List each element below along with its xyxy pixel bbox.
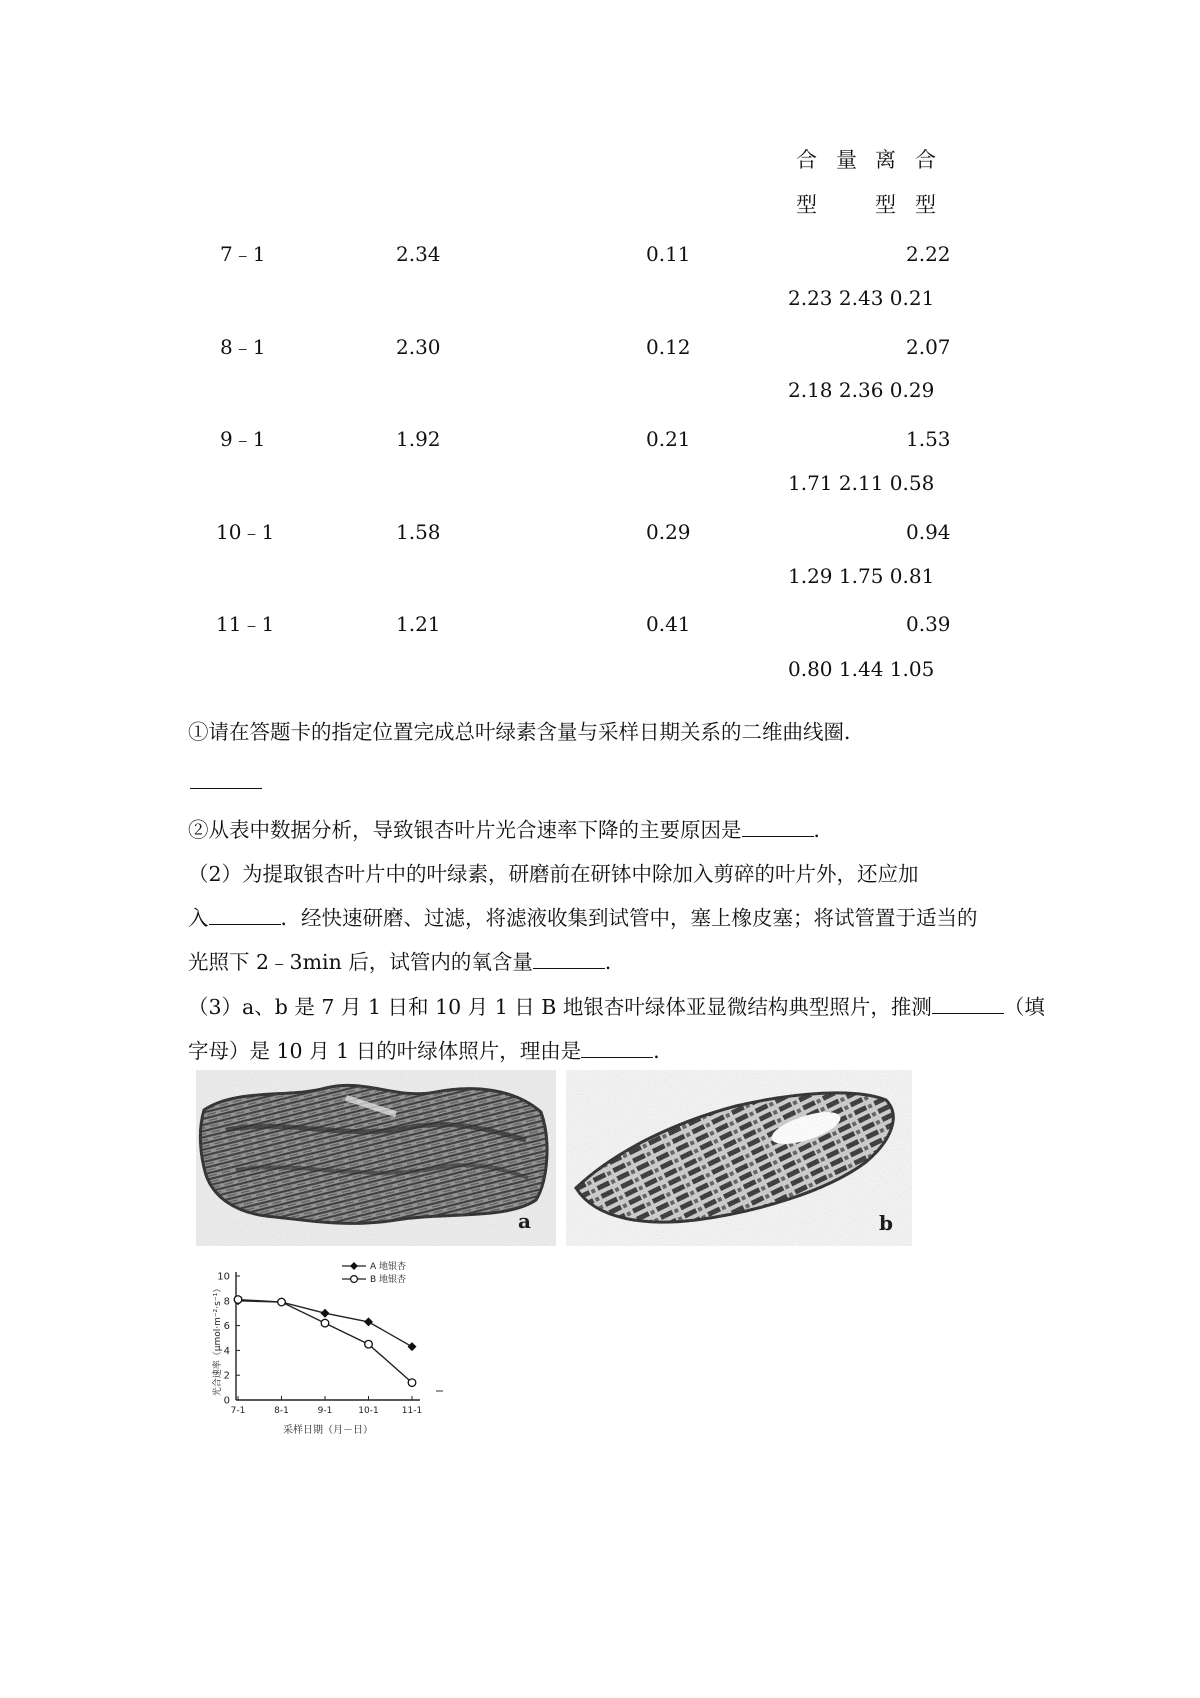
table-cell: 0.29 [646,520,691,544]
y-tick-label: 2 [223,1370,230,1382]
table-cell: 0.11 [646,242,691,266]
header-char: 型 [875,193,896,217]
table-cell: 0.80 1.44 1.05 [788,657,935,681]
header-char: 型 [915,193,936,217]
table-cell: 2.18 2.36 0.29 [788,378,935,402]
paragraph-2-line-3: 光照下 2﹣3min 后，试管内的氧含量 ． [188,950,626,974]
paragraph-3-line-2: 字母）是 10 月 1 日的叶绿体照片，理由是 ． [188,1039,674,1063]
table-cell-date: 7﹣1 [220,242,266,266]
answer-blank [190,788,262,789]
y-tick-label: 6 [223,1321,230,1333]
paragraph-2-line-2: 入 ．经快速研磨、过滤，将滤液收集到试管中，塞上橡皮塞；将试管置于适当的 [188,906,978,930]
x-tick-label: 11-1 [401,1406,423,1416]
legend-label-a: A 地银杏 [370,1262,407,1272]
table-cell: 0.94 [906,520,951,544]
table-cell: 1.71 2.11 0.58 [788,471,935,495]
x-tick-label: 8-1 [274,1406,289,1416]
answer-blank [742,818,814,837]
chart-legend [342,1260,406,1285]
data-point-b [321,1319,329,1327]
table-cell: 2.30 [396,335,441,359]
answer-blank [581,1039,653,1058]
x-tick-label: 9-1 [317,1406,333,1416]
photo-label-b: b [879,1211,893,1235]
data-point-b [365,1340,373,1348]
legend-marker-a [350,1262,358,1270]
table-cell: 0.12 [646,335,691,359]
table-cell: 0.39 [906,612,951,636]
photo-label-a: a [518,1209,531,1233]
answer-blank [209,906,281,925]
y-axis-label: 光合速率（μmol·m⁻²·s⁻¹） [213,1283,223,1397]
table-cell-date: 11﹣1 [216,612,275,636]
question-2-text: ②从表中数据分析，导致银杏叶片光合速率下降的主要原因是 ． [188,818,834,842]
header-char: 合 [915,148,936,172]
x-tick-label: 7-1 [230,1406,246,1416]
header-char: 合 [796,148,817,172]
table-cell: 1.92 [396,427,441,451]
answer-blank [932,995,1004,1014]
y-tick-label: 0 [223,1395,230,1407]
x-tick-group [231,1396,423,1416]
y-tick-label: 8 [223,1296,230,1308]
table-cell: 0.21 [646,427,691,451]
data-point-a [321,1309,330,1318]
paragraph-3-line-1: （3）a、b 是 7 月 1 日和 10 月 1 日 B 地银杏叶绿体亚显微结构典型照片，推测 （填 [188,995,1045,1019]
table-cell: 2.22 [906,242,951,266]
table-cell-date: 8﹣1 [220,335,266,359]
table-cell: 2.07 [906,335,951,359]
table-cell-date: 10﹣1 [216,520,275,544]
paragraph-2-line-1: （2）为提取银杏叶片中的叶绿素，研磨前在研钵中除加入剪碎的叶片外，还应加 [188,862,919,886]
series-group [234,1296,417,1387]
header-char: 量 [836,148,857,172]
data-point-b [278,1298,286,1306]
table-cell: 1.21 [396,612,441,636]
chloroplast-micrographs [196,1070,912,1246]
x-axis-label: 采样日期（月－日） [283,1425,373,1436]
x-tick-label: 10-1 [358,1406,379,1416]
micrograph-a [196,1070,556,1246]
y-tick-label: 4 [223,1345,230,1357]
header-char: 离 [875,148,896,172]
micrograph-b [566,1070,912,1246]
photosynthesis-rate-chart [190,1250,490,1440]
data-point-b [408,1379,416,1387]
data-point-a [364,1317,373,1326]
table-cell: 1.58 [396,520,441,544]
table-cell: 2.34 [396,242,441,266]
data-point-b [234,1296,242,1304]
table-cell: 1.29 1.75 0.81 [788,564,935,588]
header-char: 型 [796,193,817,217]
data-point-a [408,1342,417,1351]
table-cell: 0.41 [646,612,691,636]
table-cell: 2.23 2.43 0.21 [788,286,935,310]
question-1-text: ①请在答题卡的指定位置完成总叶绿素含量与采样日期关系的二维曲线圈． [188,720,865,744]
legend-label-b: B 地银杏 [370,1275,407,1285]
table-cell-date: 9﹣1 [220,427,266,451]
answer-blank [533,950,605,969]
table-cell: 1.53 [906,427,951,451]
y-tick-label: 10 [217,1271,230,1283]
legend-marker-b [351,1276,358,1283]
